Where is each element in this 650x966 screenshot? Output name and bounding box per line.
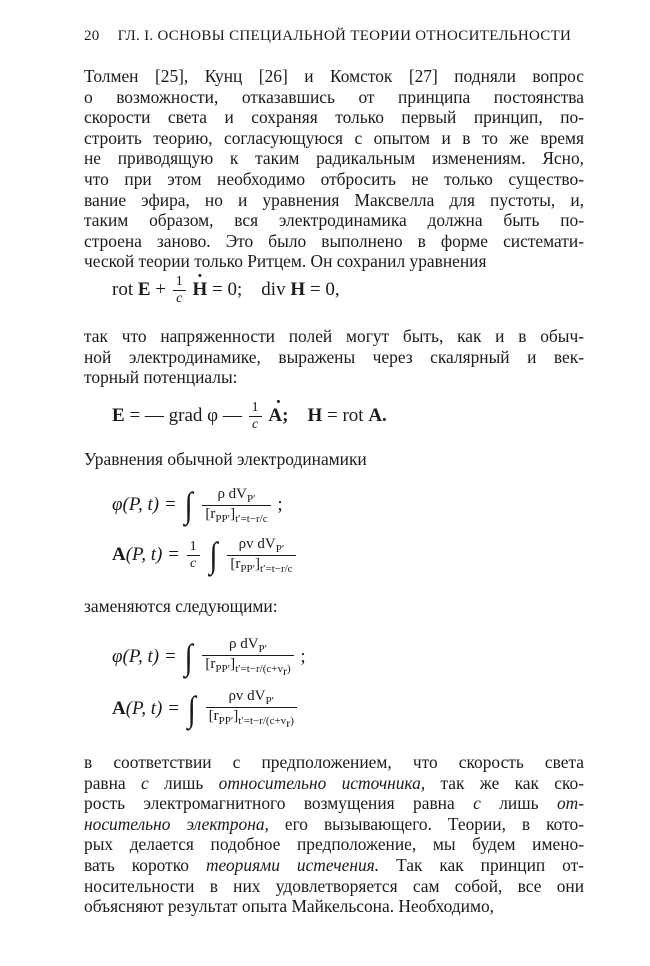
eq-lhs: φ(P, t) = [112,645,177,667]
running-title: ГЛ. I. ОСНОВЫ СПЕЦИАЛЬНОЙ ТЕОРИИ ОТНОСИТЕЛЬНОСТИ [117,28,572,44]
eq-H: H [307,404,323,426]
equation-ritz-phi [112,636,306,679]
text-line [84,855,584,876]
eq-grad: grad [168,404,203,426]
paragraph-4 [84,596,584,617]
text-italic: c [473,793,481,814]
text-italic: относительно источника, [218,772,426,793]
eq-equals-zero: = 0; [212,278,243,300]
equation-retarded-A [112,536,298,575]
text-italic: носительно электрона, [84,813,269,834]
paragraph-2 [84,326,584,388]
fraction-num: 1 [189,539,197,554]
subscript: t′=t−r/c [260,563,293,575]
fraction [202,486,270,525]
integral-sign: ∫ [187,689,196,729]
eq-lhs: (P, t) = [125,543,180,565]
text: так же как ско- [440,772,585,793]
eq-equals-zero-2: = 0, [309,278,340,300]
text-line: строить теорию, согласующуюся с опытом и в то же время [84,127,584,148]
fraction-den: c [187,555,200,572]
eq-equals-minus: = — [129,404,164,426]
text-line: так что напряженности полей могут быть, как и в обыч- [84,326,584,346]
text-line: рых делается подобное предположение, мы будем имено- [84,834,584,855]
text: Так как принцип от- [396,854,584,875]
subscript: P′ [258,643,268,655]
eq-rot: rot [342,404,364,426]
subscript: ) [290,715,294,727]
paragraph-1 [84,66,584,272]
fraction-1-over-c [249,400,262,433]
subscript: t′=t−r/(c+v [238,715,287,727]
fraction-num: ρv dV [238,536,276,552]
fraction-num: ρv dV [228,688,266,704]
fraction-den: [r [208,708,219,724]
text-line: скорости света и сохраняя только первый принцип, по- [84,107,584,128]
text-line [84,773,584,794]
fraction-den: c [173,290,186,307]
eq-lhs: (P, t) = [125,697,180,719]
text-line: носительности в них удовлетворяется сам собой, все они [84,875,584,896]
eq-semicolon: ; [300,645,306,667]
subscript: PP′ [240,563,256,575]
bracket: ] [255,556,261,572]
fraction [227,536,295,575]
text: рость электромагнитного возмущения равна [84,793,455,814]
fraction-num: ρ dV [217,486,248,502]
text-line [84,814,584,835]
subscript: PP′ [215,663,231,675]
text-line: что при этом необходимо отбросить не только существо- [84,168,584,189]
eq-A: A [112,697,126,719]
eq-A: A. [368,404,387,426]
integral-sign: ∫ [209,535,218,575]
paragraph-5 [84,752,584,917]
eq-div: div [261,278,286,300]
text-line: в соответствии с предположением, что скорость света [84,752,584,772]
subscript: r [286,716,291,731]
eq-equals: = [326,404,338,426]
text-line: Уравнения обычной электродинамики [84,449,367,469]
text: его вызывающего. Теории, в кото- [284,813,584,834]
bracket: ] [230,506,236,522]
text-line: торный потенциалы: [84,367,238,388]
eq-lhs: φ(P, t) = [112,493,177,515]
text-line: заменяются следующими: [84,596,278,616]
text-line: не приводящую к таким радикальным изменениям. Ясно, [84,148,584,169]
equation-retarded-phi [112,486,283,525]
eq-semicolon: ; [277,493,283,515]
text-line: Толмен [25], Кунц [26] и Комсток [27] подняли вопрос [84,66,584,86]
fraction-num: 1 [175,274,183,289]
fraction-den: [r [205,506,216,522]
fraction-den: c [249,416,262,433]
page-number: 20 [84,28,100,44]
fraction [206,688,297,731]
text: лишь [164,772,204,793]
eq-A-dot: · A; [268,405,288,427]
eq-E: E [137,278,151,300]
equation-potentials [112,400,387,433]
fraction-1-over-c [173,274,186,307]
eq-H-dot: · H [193,279,208,301]
running-header [84,28,570,45]
subscript: t′=t−r/(c+v [235,663,283,675]
text-line: строена заново. Это было выполнено в форме системати- [84,230,584,251]
text-italic: от- [556,793,584,814]
subscript: P′ [275,543,285,555]
eq-E: E [112,404,125,426]
text-line: о возможности, отказавшись от принципа постоянства [84,86,584,107]
bracket: ] [230,656,236,672]
bracket: ] [233,708,239,724]
text-line: ческой теории только Ритцем. Он сохранил уравнения [84,251,487,272]
fraction-1-over-c [187,539,200,572]
subscript: ) [286,663,291,675]
text: равна [84,772,126,793]
subscript: PP′ [218,715,234,727]
integral-sign: ∫ [184,637,193,677]
subscript: P′ [265,695,275,707]
eq-A: A [112,543,126,565]
eq-minus: — [222,404,242,426]
text-italic: c [140,772,149,793]
text-line: вание эфира, но и уравнения Максвелла для пустоты, и, [84,189,584,210]
text-line: ной электродинамике, выражены через скалярный и век- [84,346,584,367]
text-line: таким образом, вся электродинамика должна быть по- [84,210,584,231]
equation-maxwell [112,274,340,307]
paragraph-3 [84,449,584,470]
fraction [202,636,293,679]
fraction-den: [r [230,556,241,572]
equation-ritz-A [112,688,299,731]
subscript: PP′ [215,513,231,525]
text-line: объясняют результат опыта Майкельсона. Необходимо, [84,896,494,917]
fraction-num: ρ dV [228,636,259,652]
subscript: r [282,664,287,679]
text-italic: теориями истечения. [205,854,380,875]
text: вать коротко [84,854,189,875]
fraction-num: 1 [251,400,259,415]
eq-H: H [290,278,306,300]
subscript: t′=t−r/c [235,513,268,525]
text-line [84,793,584,814]
eq-phi: φ [207,404,219,426]
integral-sign: ∫ [184,485,193,525]
text: лишь [499,793,539,814]
eq-rot: rot [112,278,134,300]
subscript: P′ [247,493,256,505]
fraction-den: [r [205,656,216,672]
eq-plus: + [155,278,167,300]
